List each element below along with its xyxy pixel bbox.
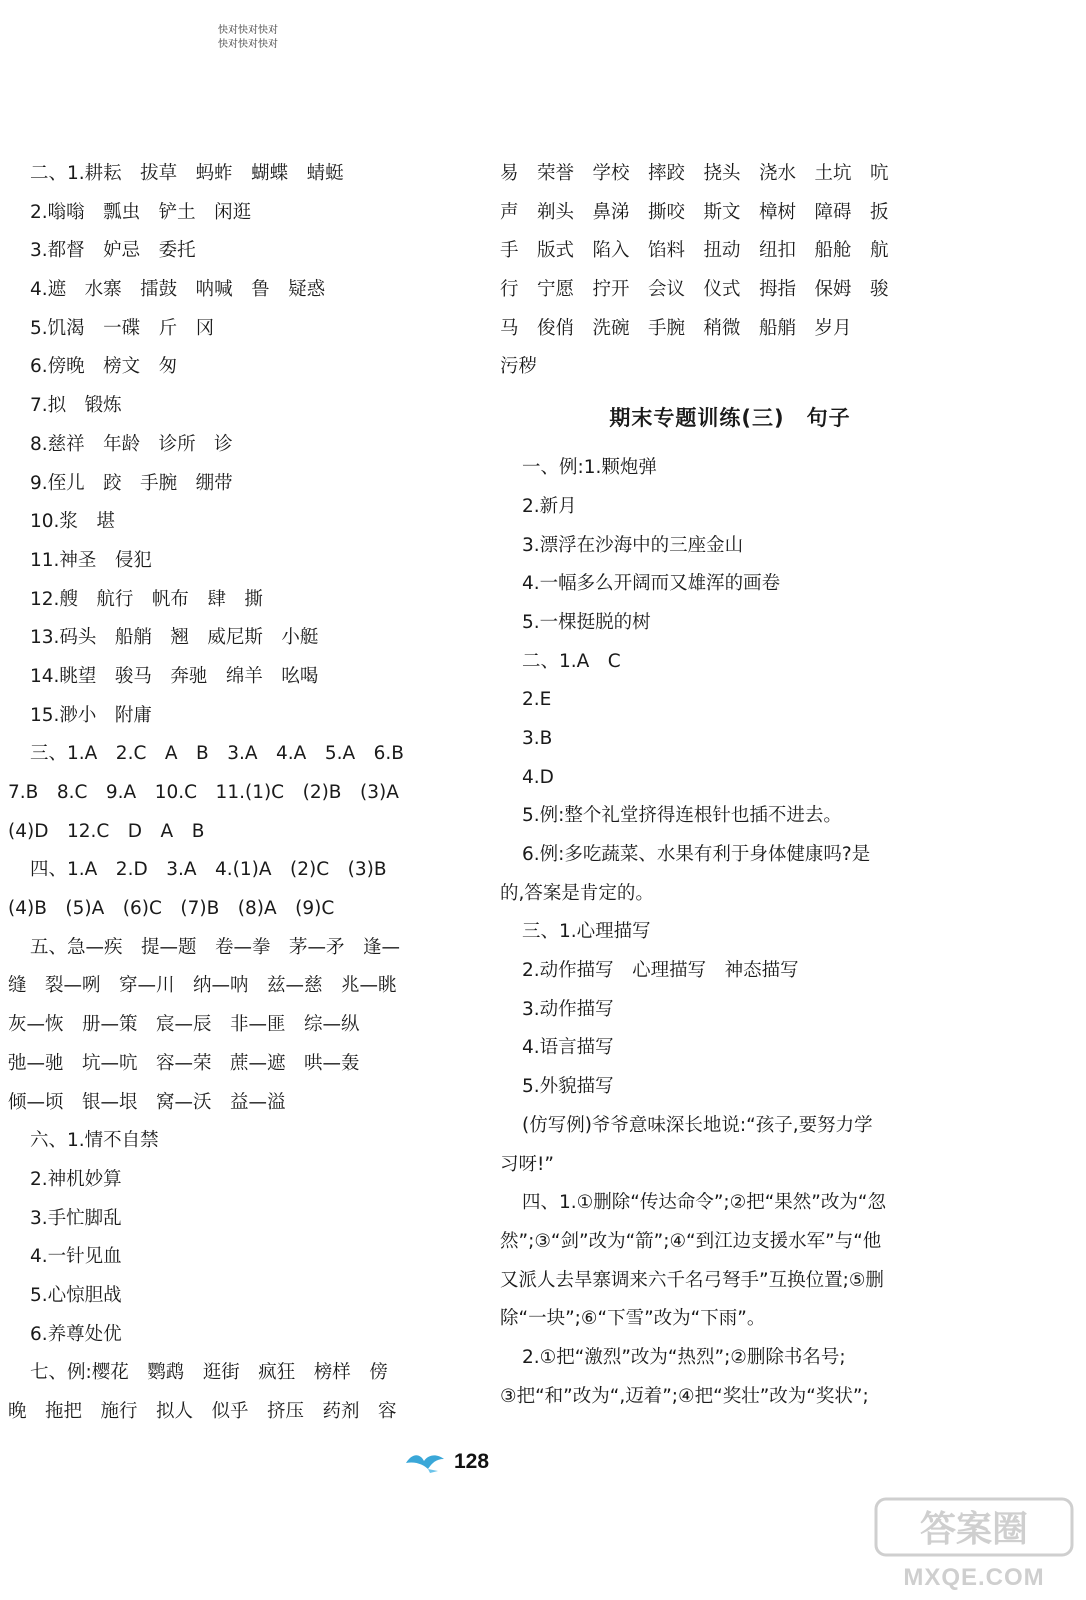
text-line [8,1277,478,1316]
text-line [500,836,960,875]
text-line [500,875,960,914]
text-line [8,271,478,310]
line-text: 行 宁愿 拧开 会议 仪式 拇指 保姆 骏 [500,279,889,301]
text-line [500,1068,960,1107]
text-line [500,1107,960,1146]
line-text: 三、1.A 2.C A B 3.A 4.A 5.A 6.B [30,743,404,765]
line-text: 晚 拖把 施行 拟人 似乎 挤压 药剂 容 [8,1401,397,1422]
line-text: 四、1.A 2.D 3.A 4.(1)A (2)C (3)B [30,859,387,881]
text-line [500,1339,960,1378]
line-text: 6.傍晚 榜文 匆 [30,356,178,378]
line-text: 2.动作描写 心理描写 神态描写 [522,960,799,982]
handwritten-annotation: 快对快对快对 [218,39,278,50]
line-text: 污秽 [500,356,538,378]
text-line [500,1300,960,1339]
text-line [500,310,960,349]
line-text: 4.一幅多么开阔而又雄浑的画卷 [522,573,781,595]
line-text: 缝 裂—咧 穿—川 纳—呐 兹—慈 兆—眺 [8,975,397,997]
section-heading: 期末专题训练(三) 句子 [609,406,851,431]
text-line [500,271,960,310]
text-line [500,1184,960,1223]
line-text: 四、1.①删除“传达命令”;②把“果然”改为“忽 [522,1192,886,1214]
text-line [8,426,478,465]
line-text: 2.新月 [522,495,577,517]
line-text: 易 荣誉 学校 摔跤 挠头 浇水 土坑 吭 [500,163,889,184]
handwritten-annotation: 快对快对快对 [218,25,278,36]
text-line [8,465,478,504]
watermark [870,1495,1080,1595]
line-text: ③把“和”改为“,迈着”;④把“奖壮”改为“奖状”; [500,1385,869,1407]
page-number: 128 [454,1450,490,1473]
line-text: 7.B 8.C 9.A 10.C 11.(1)C (2)B (3)A [8,782,399,803]
text-line [500,991,960,1030]
line-text: 习呀!” [500,1153,555,1175]
line-text: 5.心惊胆战 [30,1284,122,1306]
line-text: 4.一针见血 [30,1246,122,1268]
text-line [8,1161,478,1200]
line-text: 然”;③“剑”改为“箭”;④“到江边支援水军”与“他 [500,1230,882,1252]
text-line [8,929,478,968]
line-text: 5.一棵挺脱的树 [522,611,651,633]
text-line [8,890,478,929]
text-line [500,913,960,952]
text-line [500,194,960,233]
line-text: 10.浆 堪 [30,511,115,533]
right-column [500,155,960,1416]
text-line [8,155,478,194]
text-line [500,348,960,387]
text-line [8,813,478,852]
line-text: (4)D 12.C D A B [8,820,205,842]
text-line [500,720,960,759]
line-text: 8.慈祥 年龄 诊所 诊 [30,433,233,455]
text-line [500,1146,960,1185]
line-text: 的,答案是肯定的。 [500,882,654,904]
line-text: 一、例:1.颗炮弹 [522,457,657,479]
line-text: (4)B (5)A (6)C (7)B (8)A (9)C [8,898,335,920]
answer-list [500,449,960,1416]
line-text: 3.漂浮在沙海中的三座金山 [522,534,744,556]
line-text: 15.渺小 附庸 [30,704,152,726]
line-text: 马 俊俏 洗碗 手腕 稍微 船艄 岁月 [500,317,852,339]
text-line [8,1200,478,1239]
text-line [500,1029,960,1068]
page-footer [404,1445,489,1479]
line-text: 2.①把“激烈”改为“热烈”;②删除书名号; [522,1346,846,1368]
text-line [8,1006,478,1045]
text-line [500,643,960,682]
line-text: 14.眺望 骏马 奔驰 绵羊 吆喝 [30,665,319,687]
text-line [500,681,960,720]
text-line [8,1238,478,1277]
line-text: 6.例:多吃蔬菜、水果有利于身体健康吗?是 [522,844,871,865]
text-line [8,735,478,774]
line-text: 4.语言描写 [522,1037,614,1059]
line-text: 二、1.耕耘 拔草 蚂蚱 蝴蝶 蜻蜓 [30,163,344,184]
line-text: 2.嗡嗡 瓢虫 铲土 闲逛 [30,201,252,223]
line-text: 5.饥渴 一碟 斤 冈 [30,317,215,339]
text-line [500,1223,960,1262]
text-line [500,527,960,566]
line-text: 6.养尊处优 [30,1323,122,1345]
text-line [500,565,960,604]
line-text: 7.拟 锻炼 [30,395,122,417]
text-line [500,1262,960,1301]
line-text: 9.侄儿 跤 手腕 绷带 [30,472,233,494]
text-line [8,542,478,581]
text-line [8,1045,478,1084]
line-text: 3.B [522,727,553,749]
line-text: 灰—恢 册—策 宸—辰 非—匪 综—纵 [8,1014,360,1036]
text-line [8,503,478,542]
text-line [8,348,478,387]
line-text: 二、1.A C [522,650,621,672]
text-line [500,797,960,836]
line-text: 倾—顷 银—垠 窝—沃 益—溢 [8,1091,286,1113]
text-line [8,658,478,697]
text-line [8,619,478,658]
line-text: 六、1.情不自禁 [30,1130,159,1152]
text-line [500,604,960,643]
line-text: 又派人去旱寨调来六千名弓弩手”互换位置;⑤删 [500,1269,884,1291]
text-line [8,232,478,271]
text-line [8,581,478,620]
text-line [500,449,960,488]
text-line [500,1378,960,1417]
watermark-url: MXQE.COM [903,1564,1045,1591]
line-text: 3.都督 妒忌 委托 [30,240,196,262]
line-text: 13.码头 船艄 翘 威尼斯 小艇 [30,627,319,649]
line-text: 弛—驰 坑—吭 容—荣 蔗—遮 哄—轰 [8,1052,360,1074]
text-line [8,1084,478,1123]
watermark-logo-icon [870,1495,1080,1595]
text-line [8,851,478,890]
line-text: 2.神机妙算 [30,1168,122,1190]
text-line [500,155,960,194]
text-line [8,1354,478,1393]
text-line [500,488,960,527]
line-text: 五、急—疾 提—题 卷—拳 茅—矛 逢— [30,936,401,958]
text-line [8,1316,478,1355]
text-line [8,1122,478,1161]
word-list-continued [500,155,960,387]
line-text: 5.外貌描写 [522,1076,614,1098]
text-line [500,232,960,271]
line-text: 12.艘 航行 帆布 肆 撕 [30,588,263,610]
line-text: 2.E [522,689,552,711]
line-text: 声 剃头 鼻涕 撕咬 斯文 樟树 障碍 扳 [500,201,889,223]
text-line [8,194,478,233]
text-line [8,1393,478,1432]
bird-logo-icon [404,1449,448,1475]
line-text: 七、例:樱花 鹦鹉 逛街 疯狂 榜样 傍 [30,1362,388,1384]
text-line [500,759,960,798]
text-line [8,387,478,426]
text-line [8,967,478,1006]
line-text: (仿写例)爷爷意味深长地说:“孩子,要努力学 [522,1114,873,1136]
text-line [8,310,478,349]
line-text: 除“一块”;⑥“下雪”改为“下雨”。 [500,1308,766,1330]
line-text: 3.动作描写 [522,998,614,1020]
line-text: 5.例:整个礼堂挤得连根针也插不进去。 [522,805,842,827]
line-text: 三、1.心理描写 [522,921,651,943]
line-text: 4.遮 水寨 擂鼓 呐喊 鲁 疑惑 [30,279,326,301]
watermark-title: 答案圈 [919,1509,1029,1550]
text-line [8,697,478,736]
line-text: 3.手忙脚乱 [30,1207,122,1229]
line-text: 4.D [522,766,554,788]
left-column [8,155,478,1432]
text-line [8,774,478,813]
line-text: 手 版式 陷入 馅料 扭动 纽扣 船舱 航 [500,240,889,262]
line-text: 11.神圣 侵犯 [30,549,152,571]
text-line [500,952,960,991]
